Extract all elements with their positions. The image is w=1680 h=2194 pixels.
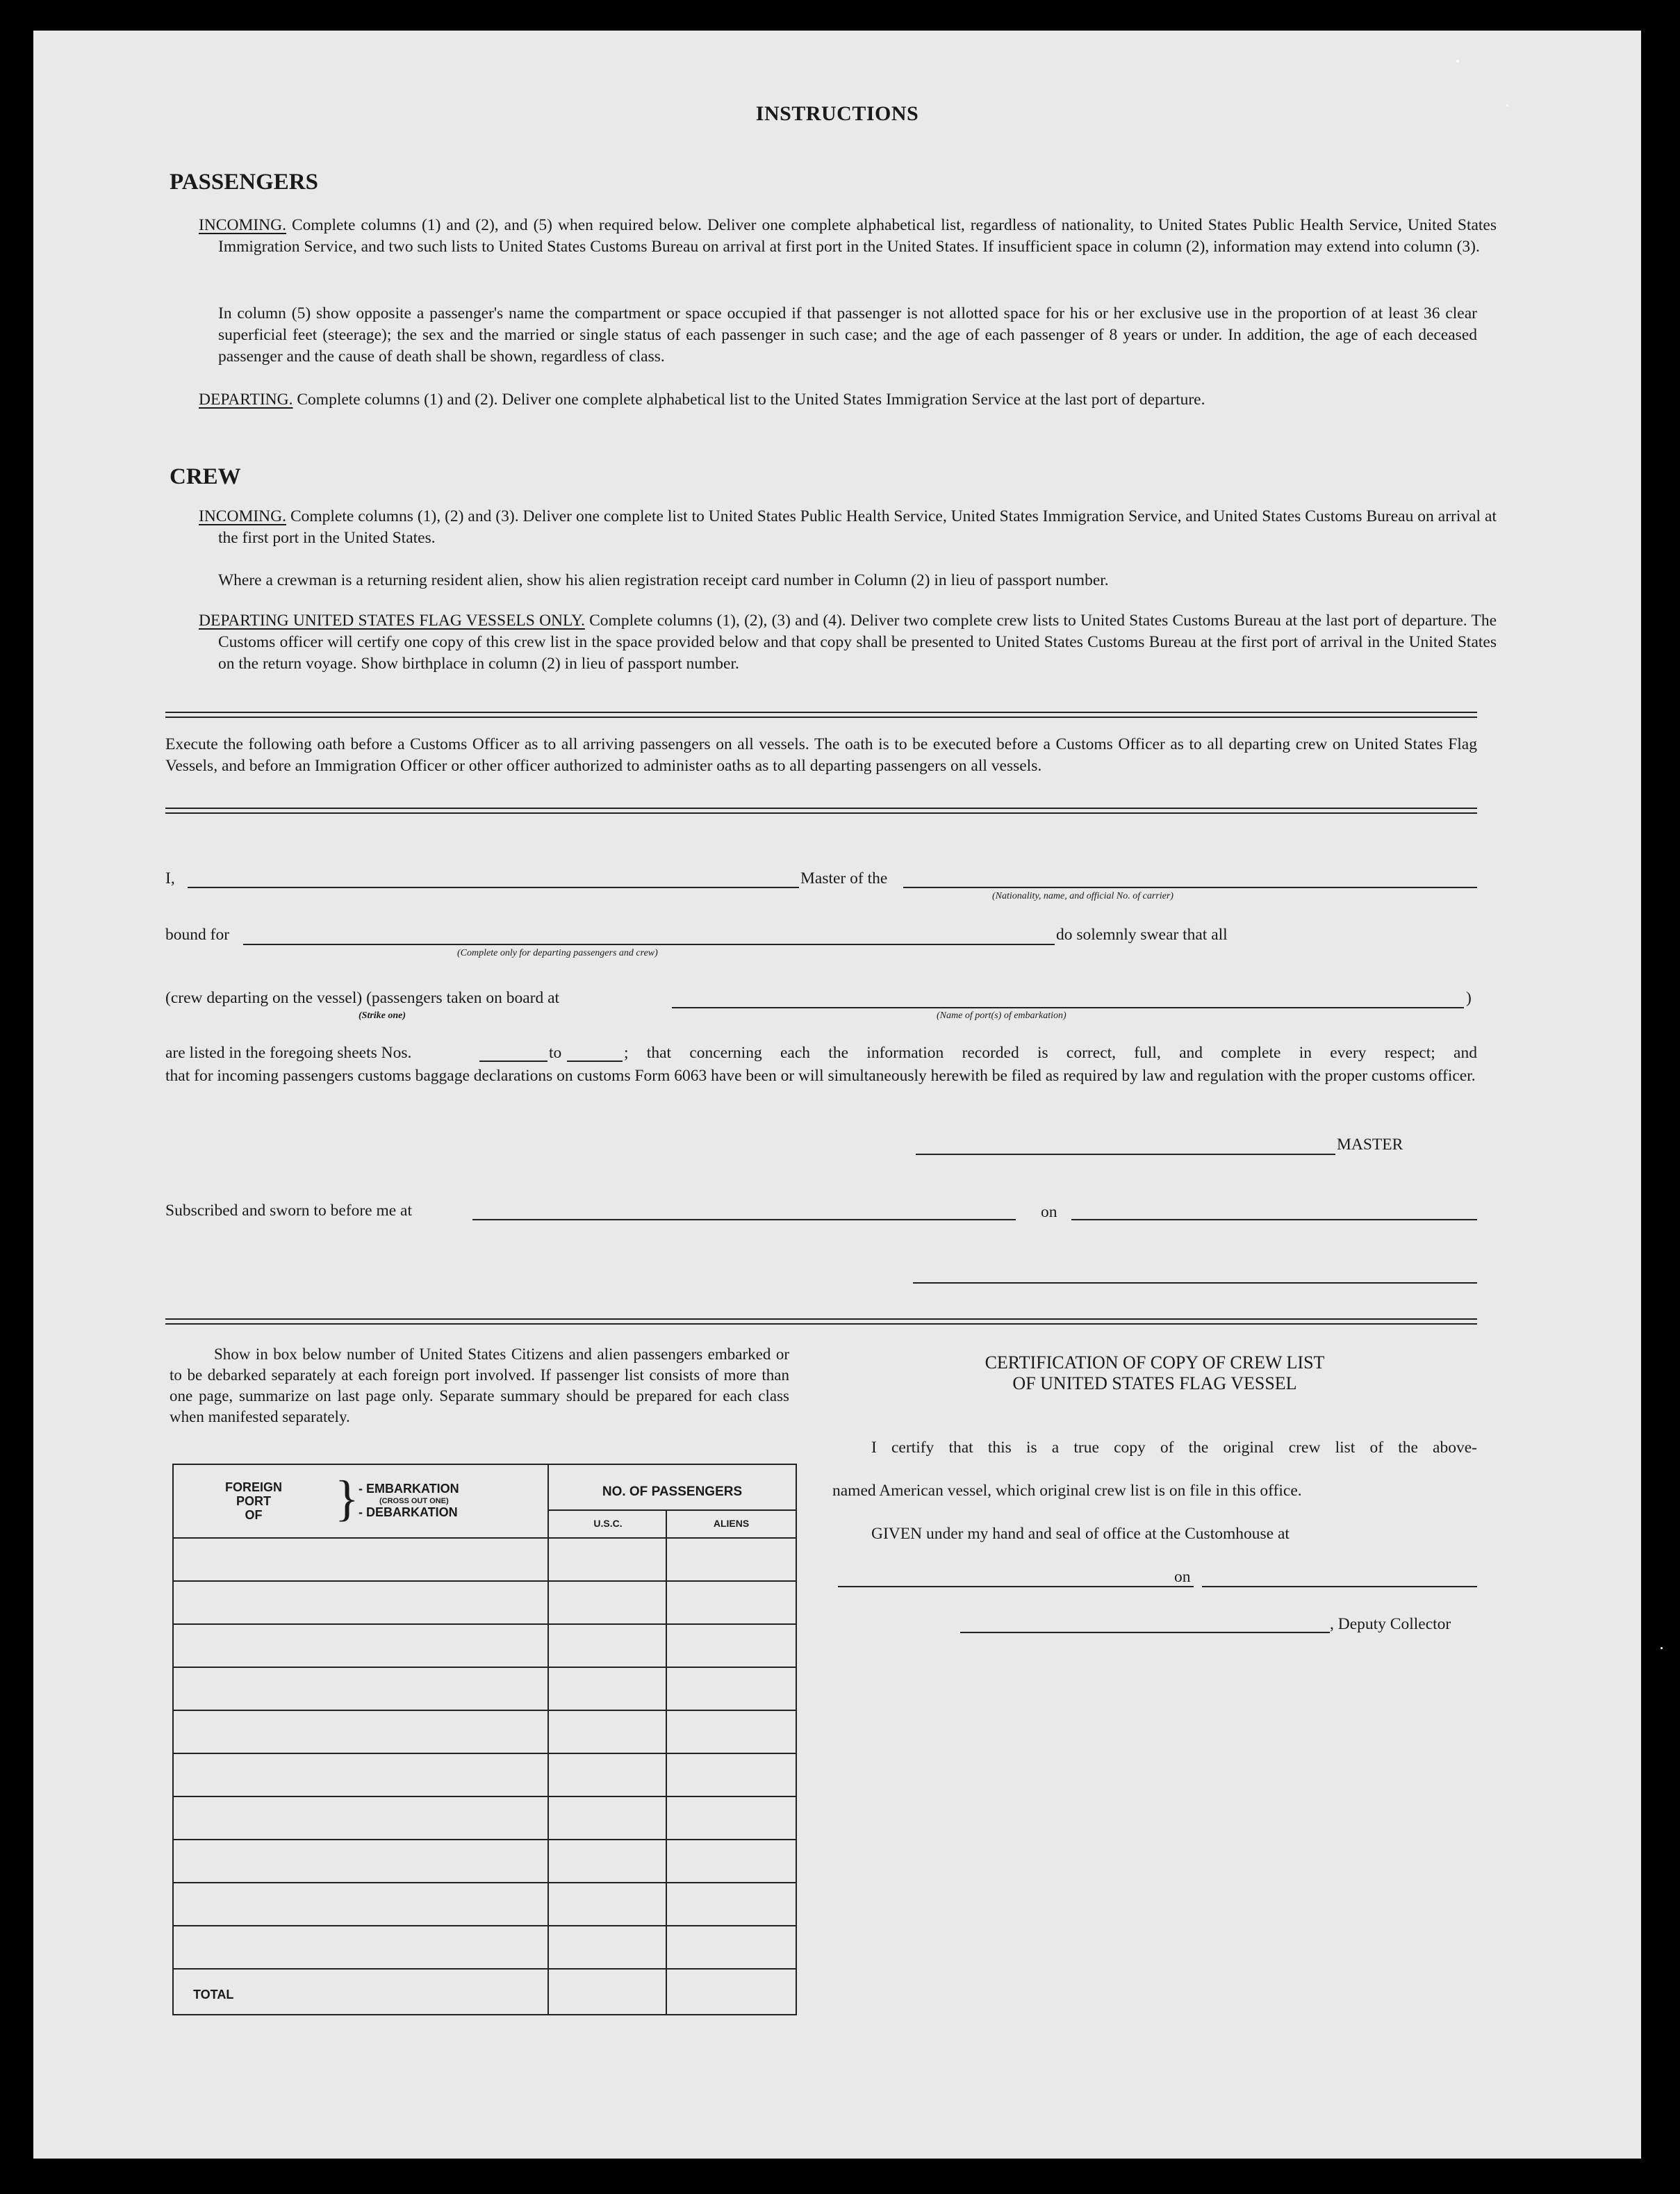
form-sheet [33,31,1641,2159]
strike-one-caption: (Strike one) [359,1010,406,1021]
listed-correct-text: ; that concerning each the information recorded is correct, full, and complete in every respect; and [624,1044,1477,1062]
table-row [174,1623,796,1625]
passengers-departing-paragraph [199,389,1497,411]
certify-line1: I certify that this is a true copy of the original crew list of the above- [871,1439,1477,1457]
aliens-header: ALIENS [713,1518,750,1529]
passengers-incoming-text: Complete columns (1) and (2), and (5) when required below. Deliver one complete alphabetical list, regardless of nationality, to United States Public Health Service, United States Immigration Service, and two such lists to United States Customs Bureau on arrival at first port in the United States. If insufficient space in column (2), information may extend into column (3). [218,216,1497,256]
scan-speck [1456,60,1459,63]
crew-incoming-text: Complete columns (1), (2) and (3). Deliver one complete list to United States Public Health Service, United States Immigration Service, and United States Customs Bureau on arrival at the first port in the United States. [218,507,1497,547]
table-row [174,1753,796,1754]
master-of-the-label: Master of the [800,869,888,887]
sworn-on-label: on [1041,1203,1057,1221]
oath-i-label: I, [165,869,175,887]
crew-departing-paragraph [199,610,1497,675]
embarkation-label: - EMBARKATION [359,1482,459,1496]
page-title: INSTRUCTIONS [755,102,919,125]
solemnly-swear-text: do solemnly swear that all [1056,926,1228,944]
foreign-port-of-label [201,1480,306,1522]
customhouse-field[interactable] [838,1586,1194,1587]
baggage-declaration-text: that for incoming passengers customs baggage declarations on customs Form 6063 have been or will simultaneously herewith be filed as required by law and regulation with the proper customs officer. [165,1067,1476,1085]
certification-date-field[interactable] [1202,1586,1477,1587]
deputy-signature-field[interactable] [960,1632,1330,1633]
table-row [174,1839,796,1840]
table-row [174,1796,796,1797]
sworn-date-field[interactable] [1071,1219,1477,1220]
summary-instructions: Show in box below number of United States Citizens and alien passengers embarked or to be debarked separately at each foreign port involved. If passenger list consists of more than one page, summarize on last page only. Separate summary should be prepared for each class when manifested separately. [170,1345,789,1425]
divider-double [165,1318,1477,1325]
scan-speck [1661,1647,1663,1649]
brace-glyph: } [335,1471,359,1526]
table-row [174,1537,796,1539]
table-row [174,1925,796,1926]
carrier-field[interactable] [903,887,1477,888]
listed-to-label: to [549,1044,562,1062]
departing-only-caption: (Complete only for departing passengers and crew) [457,948,658,958]
certification-title-line2: OF UNITED STATES FLAG VESSEL [1012,1373,1297,1393]
sheet-to-field[interactable] [567,1061,623,1062]
passengers-incoming-label: INCOMING. [199,216,286,234]
deputy-collector-label: , Deputy Collector [1330,1615,1451,1633]
crew-incoming-label: INCOMING. [199,507,286,525]
table-header-divider [549,1509,796,1511]
master-name-field[interactable] [188,887,799,888]
scan-speck [1506,104,1508,106]
subscribed-sworn-text: Subscribed and sworn to before me at [165,1202,413,1220]
of-label: OF [245,1508,263,1522]
table-column-divider [666,1509,667,2014]
total-label: TOTAL [193,1988,234,2001]
divider-double [165,808,1477,814]
table-column-divider [547,1465,549,2014]
table-row [174,1968,796,1970]
table-row [174,1667,796,1668]
nationality-caption: (Nationality, name, and official No. of carrier) [992,891,1173,901]
passengers-heading: PASSENGERS [170,170,318,195]
master-label: MASTER [1337,1136,1403,1154]
crew-departing-label: DEPARTING UNITED STATES FLAG VESSELS ONLY. [199,612,585,630]
debarkation-label: - DEBARKATION [359,1505,458,1519]
crew-departing-text: Complete columns (1), (2), (3) and (4). Deliver two complete crew lists to United States Customs Bureau at the last port of departure. The Customs officer will certify one copy of this crew list in the space provided below and that copy shall be presented to United States Customs Bureau at the first port of arrival in the United States on the return voyage. Show birthplace in column (2) in lieu of passport number. [218,612,1497,673]
master-signature-field[interactable] [916,1154,1335,1155]
port-caption: (Name of port(s) of embarkation) [937,1010,1067,1021]
divider-double [165,712,1477,718]
table-row [174,1710,796,1711]
passengers-incoming-paragraph [199,215,1497,258]
officer-signature-field[interactable] [913,1282,1477,1284]
bound-for-field[interactable] [243,944,1055,945]
passengers-departing-text: Complete columns (1) and (2). Deliver one complete alphabetical list to the United States Immigration Service at the last port of departure. [297,391,1205,409]
embarkation-port-field[interactable] [672,1007,1464,1008]
usc-header: U.S.C. [593,1518,623,1529]
certification-on-label: on [1174,1568,1191,1586]
no-passengers-header: NO. OF PASSENGERS [602,1484,743,1499]
given-under-hand: GIVEN under my hand and seal of office at the Customhouse at [871,1525,1290,1543]
oath-intro: Execute the following oath before a Customs Officer as to all arriving passengers on all vessels. The oath is to be executed before a Customs Officer as to all departing crew on United States Flag Vessels, and before an Immigration Officer or other officer authorized to administer oaths as to all departing passengers on all vessels. [165,735,1477,775]
passengers-column5-paragraph: In column (5) show opposite a passenger's name the compartment or space occupied if that passenger is not allotted space for his or her exclusive use in the proportion of at least 36 clear superficial feet (steerage); the sex and the married or single status of each passenger in such case; and the age of each passenger of 8 years or under. In addition, the age of each deceased passenger and the cause of death shall be shown, regardless of class. [218,304,1477,366]
listed-sheets-text: are listed in the foregoing sheets Nos. [165,1044,412,1062]
crew-resident-paragraph: Where a crewman is a returning resident alien, show his alien registration receipt card number in Column (2) in lieu of passport number. [218,571,1109,589]
table-row [174,1580,796,1582]
crew-incoming-paragraph [199,506,1497,549]
certification-title-line1: CERTIFICATION OF COPY OF CREW LIST [985,1352,1325,1373]
crew-heading: CREW [170,464,241,489]
sworn-place-field[interactable] [472,1219,1016,1220]
passengers-departing-label: DEPARTING. [199,391,293,409]
certify-line2: named American vessel, which original crew list is on file in this office. [832,1482,1302,1500]
table-row [174,1882,796,1883]
foreign-label: FOREIGN [224,1480,282,1494]
close-paren: ) [1466,989,1472,1007]
passenger-summary-table [172,1464,797,2015]
cross-out-label: (CROSS OUT ONE) [379,1497,449,1505]
port-label: PORT [236,1494,271,1508]
bound-for-label: bound for [165,926,230,944]
sheet-from-field[interactable] [479,1061,547,1062]
crew-departing-text: (crew departing on the vessel) (passengers taken on board at [165,989,560,1007]
